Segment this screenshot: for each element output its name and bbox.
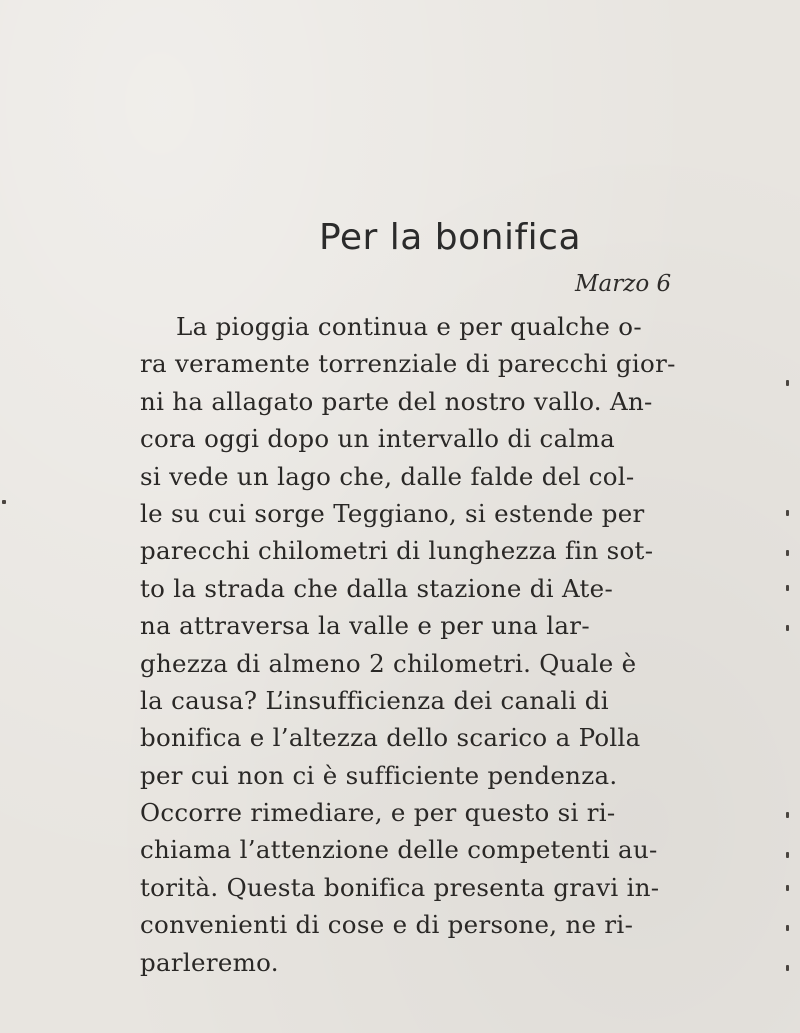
print-speck (786, 965, 789, 971)
print-speck (786, 510, 789, 516)
body-line: parleremo. (140, 947, 279, 977)
body-line: cora oggi dopo un intervallo di calma (140, 424, 616, 454)
print-speck (786, 585, 789, 591)
body-line: bonifica e l’altezza dello scarico a Polla (140, 723, 641, 753)
body-line: ghezza di almeno 2 chilometri. Quale è (140, 648, 637, 678)
body-line: convenienti di cose e di persone, ne ri- (140, 910, 634, 940)
body-line: ra veramente torrenziale di parecchi gior- (140, 349, 676, 379)
body-line: per cui non ci è sufficiente pendenza. (140, 760, 618, 790)
print-speck (786, 550, 789, 556)
article-date: Marzo 6 (575, 271, 672, 297)
body-line: to la strada che dalla stazione di Ate- (140, 573, 614, 603)
body-line: La pioggia continua e per qualche o- (176, 312, 642, 341)
print-speck (786, 625, 789, 631)
body-line: ni ha allagato parte del nostro vallo. An- (140, 386, 653, 416)
body-line: le su cui sorge Teggiano, si estende per (140, 498, 645, 528)
print-speck (786, 885, 789, 891)
article-body (140, 308, 760, 981)
body-line: Occorre rimediare, e per questo si ri- (140, 798, 616, 828)
body-line: torità. Questa bonifica presenta gravi in- (140, 872, 660, 902)
body-line: na attraversa la valle e per una lar- (140, 611, 590, 641)
print-speck (786, 925, 789, 931)
print-speck (786, 812, 789, 818)
body-line: si vede un lago che, dalle falde del col- (140, 461, 635, 491)
print-speck (786, 380, 789, 386)
print-speck (2, 500, 6, 504)
body-line: la causa? L’insufficienza dei canali di (140, 685, 609, 715)
print-speck (786, 852, 789, 858)
adjacent-column-edge (786, 380, 800, 1000)
article-title: Per la bonifica (318, 217, 582, 258)
body-line: parecchi chilometri di lunghezza fin sot- (140, 536, 654, 566)
body-line: chiama l’attenzione delle competenti au- (140, 835, 658, 865)
